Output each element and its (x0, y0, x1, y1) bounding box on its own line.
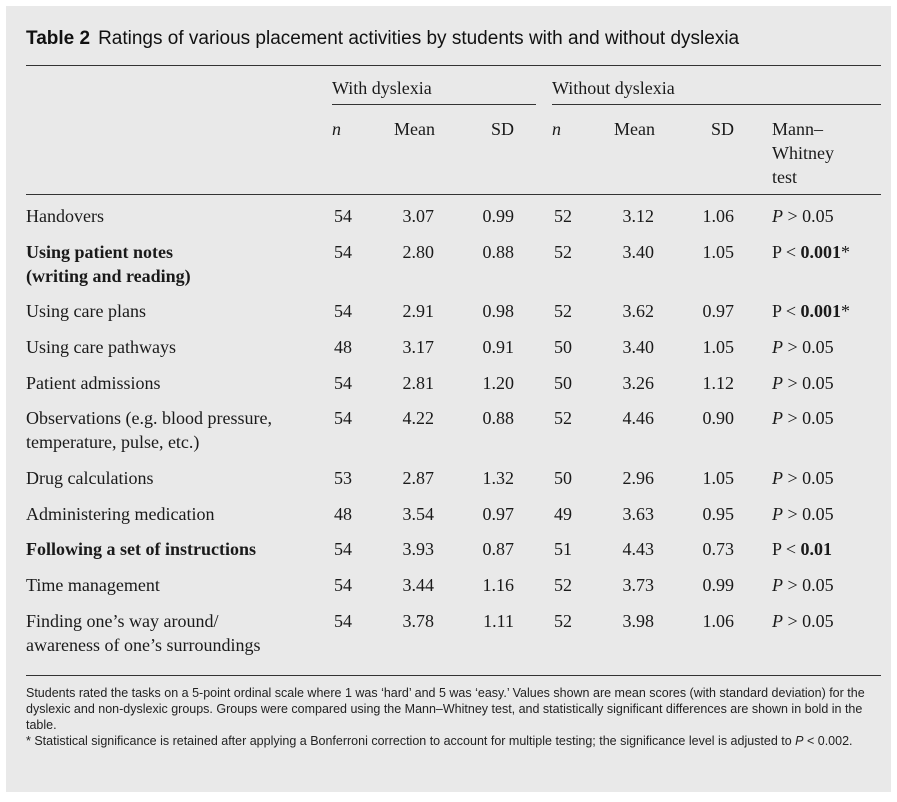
cell-n-without: 52 (554, 611, 572, 631)
row-label (26, 204, 104, 228)
row-label (26, 299, 146, 323)
cell-sd-with: 0.91 (482, 337, 514, 357)
p-symbol: P (772, 301, 782, 321)
cell-n-without: 50 (554, 468, 572, 488)
cell-sd-without: 0.97 (702, 301, 734, 321)
row-label-line: temperature, pulse, etc.) (26, 432, 200, 452)
table-panel (6, 6, 891, 792)
p-operator: > (783, 611, 803, 631)
footnote-p-threshold: < 0.002. (803, 734, 853, 748)
footnote-bonferroni-text: Statistical significance is retained after applying a Bonferroni correction to account for multiple testing; the significance level is adjusted to (30, 734, 796, 748)
row-label-line: Observations (e.g. blood pressure, (26, 408, 272, 428)
cell-mann-whitney (772, 204, 834, 228)
col-header-test-line1: Mann– (772, 119, 823, 139)
cell-sd-without: 1.12 (702, 373, 734, 393)
p-operator: > (783, 575, 803, 595)
cell-sd-without: 0.95 (702, 504, 734, 524)
header-rule (26, 194, 881, 195)
cell-mann-whitney (772, 371, 834, 395)
row-label (26, 502, 214, 526)
p-symbol: P (772, 539, 782, 559)
cell-sd-with: 0.88 (482, 408, 514, 428)
col-header-mean-with: Mean (394, 119, 435, 139)
p-value: 0.05 (802, 206, 834, 226)
row-label (26, 573, 160, 597)
p-operator: > (783, 337, 803, 357)
cell-mean-with: 2.81 (402, 373, 434, 393)
row-label (26, 609, 260, 657)
cell-n-without: 52 (554, 408, 572, 428)
cell-sd-without: 1.05 (702, 337, 734, 357)
cell-sd-without: 0.90 (702, 408, 734, 428)
cell-mean-with: 3.17 (402, 337, 434, 357)
p-value: 0.001 (800, 301, 841, 321)
p-operator: < (781, 242, 801, 262)
cell-sd-with: 0.97 (482, 504, 514, 524)
cell-mean-without: 4.43 (622, 539, 654, 559)
cell-mean-without: 3.40 (622, 242, 654, 262)
cell-sd-without: 0.99 (702, 575, 734, 595)
col-header-test-line3: test (772, 167, 797, 187)
p-operator: > (783, 468, 803, 488)
p-symbol: P (772, 575, 783, 595)
cell-mann-whitney (772, 406, 834, 430)
p-value: 0.05 (802, 408, 834, 428)
table-caption: Ratings of various placement activities by students with and without dyslexia (98, 28, 740, 49)
row-label-line: Administering medication (26, 504, 215, 524)
cell-mann-whitney (772, 335, 834, 359)
p-value: 0.05 (802, 504, 834, 524)
row-label-line: Handovers (26, 206, 104, 226)
p-symbol: P (772, 408, 783, 428)
cell-mean-without: 3.98 (622, 611, 654, 631)
cell-mean-without: 3.12 (622, 206, 654, 226)
p-symbol: P (772, 242, 782, 262)
cell-sd-without: 1.06 (702, 611, 734, 631)
cell-mean-with: 2.87 (402, 468, 434, 488)
cell-sd-with: 0.99 (482, 206, 514, 226)
footnote-scale: Students rated the tasks on a 5-point ordinal scale where 1 was ‘hard’ and 5 was ‘easy.’ Values shown are mean scores (with standard deviation) for the dyslexic and non-dyslexic groups. Groups were compared using the Mann–Whitney test, and statistically significant differences are shown in bold in the table. (26, 686, 865, 732)
cell-mean-without: 4.46 (622, 408, 654, 428)
cell-n-without: 52 (554, 206, 572, 226)
cell-n-without: 50 (554, 337, 572, 357)
cell-n-without: 52 (554, 301, 572, 321)
col-header-n-with: n (332, 119, 341, 139)
row-label-line: Drug calculations (26, 468, 154, 488)
p-value: 0.05 (802, 373, 834, 393)
cell-mann-whitney (772, 299, 850, 323)
cell-n-without: 51 (554, 539, 572, 559)
cell-mean-without: 3.62 (622, 301, 654, 321)
p-symbol: P (772, 504, 783, 524)
cell-mann-whitney (772, 240, 850, 264)
row-label (26, 240, 191, 288)
p-symbol: P (772, 206, 783, 226)
cell-n-with: 54 (334, 611, 352, 631)
p-operator: < (781, 301, 801, 321)
top-rule (26, 65, 881, 66)
cell-sd-without: 1.06 (702, 206, 734, 226)
cell-mean-without: 3.40 (622, 337, 654, 357)
cell-sd-with: 1.20 (482, 373, 514, 393)
cell-mean-without: 2.96 (622, 468, 654, 488)
cell-mean-with: 3.78 (402, 611, 434, 631)
cell-mann-whitney (772, 537, 832, 561)
footnote-p-symbol: P (795, 734, 804, 748)
cell-n-with: 54 (334, 373, 352, 393)
p-value: 0.05 (802, 337, 834, 357)
cell-n-with: 54 (334, 575, 352, 595)
cell-n-with: 54 (334, 408, 352, 428)
col-header-n-without: n (552, 119, 561, 139)
row-label-line: Patient admissions (26, 373, 161, 393)
cell-n-without: 49 (554, 504, 572, 524)
cell-mean-with: 3.93 (402, 539, 434, 559)
p-operator: > (783, 206, 803, 226)
cell-mean-without: 3.63 (622, 504, 654, 524)
row-label-line: Using patient notes (26, 242, 174, 262)
p-star: * (841, 301, 850, 321)
group-rule-with (332, 104, 536, 105)
cell-mean-with: 3.44 (402, 575, 434, 595)
p-symbol: P (772, 373, 783, 393)
p-value: 0.01 (800, 539, 832, 559)
cell-sd-with: 1.32 (482, 468, 514, 488)
p-operator: > (783, 408, 803, 428)
cell-n-with: 54 (334, 206, 352, 226)
cell-n-with: 54 (334, 539, 352, 559)
cell-mann-whitney (772, 573, 834, 597)
footnote-bonferroni (26, 733, 881, 749)
p-operator: > (783, 373, 803, 393)
cell-sd-without: 0.73 (702, 539, 734, 559)
cell-mean-with: 4.22 (402, 408, 434, 428)
row-label (26, 466, 153, 490)
p-star: * (841, 242, 850, 262)
p-operator: > (783, 504, 803, 524)
group-header-without-dyslexia: Without dyslexia (552, 78, 675, 98)
row-label-line: (writing and reading) (26, 266, 191, 286)
table-label: Table 2 (26, 28, 91, 49)
cell-n-without: 52 (554, 242, 572, 262)
row-label-line: Time management (26, 575, 160, 595)
table-footnotes (26, 685, 881, 749)
cell-n-with: 54 (334, 301, 352, 321)
p-value: 0.001 (800, 242, 841, 262)
cell-mean-without: 3.26 (622, 373, 654, 393)
cell-n-with: 48 (334, 504, 352, 524)
col-header-mean-without: Mean (614, 119, 655, 139)
footnote-star: * (26, 734, 31, 748)
cell-sd-with: 1.16 (482, 575, 514, 595)
cell-mean-with: 2.91 (402, 301, 434, 321)
cell-n-without: 52 (554, 575, 572, 595)
p-operator: < (781, 539, 801, 559)
cell-mean-with: 2.80 (402, 242, 434, 262)
cell-mean-with: 3.54 (402, 504, 434, 524)
col-header-sd-with: SD (490, 119, 514, 139)
p-symbol: P (772, 611, 783, 631)
cell-sd-without: 1.05 (702, 242, 734, 262)
cell-mann-whitney (772, 466, 834, 490)
row-label (26, 406, 272, 454)
row-label (26, 537, 256, 561)
cell-n-with: 48 (334, 337, 352, 357)
p-value: 0.05 (802, 611, 834, 631)
p-symbol: P (772, 468, 783, 488)
cell-mean-without: 3.73 (622, 575, 654, 595)
group-rule-without (552, 104, 881, 105)
row-label-line: Using care plans (26, 301, 146, 321)
col-header-sd-without: SD (710, 119, 734, 139)
bottom-rule (26, 675, 881, 676)
row-label-line: awareness of one’s surroundings (26, 635, 261, 655)
cell-mean-with: 3.07 (402, 206, 434, 226)
row-label-line: Finding one’s way around/ (26, 611, 219, 631)
row-label-line: Following a set of instructions (26, 539, 257, 559)
p-value: 0.05 (802, 468, 834, 488)
cell-sd-with: 0.88 (482, 242, 514, 262)
p-symbol: P (772, 337, 783, 357)
col-header-test-line2: Whitney (772, 143, 834, 163)
row-label (26, 335, 176, 359)
table-title (26, 28, 739, 50)
cell-sd-without: 1.05 (702, 468, 734, 488)
cell-mann-whitney (772, 502, 834, 526)
group-header-with-dyslexia: With dyslexia (332, 78, 432, 98)
row-label-line: Using care pathways (26, 337, 176, 357)
row-label (26, 371, 161, 395)
cell-mann-whitney (772, 609, 834, 633)
cell-n-with: 54 (334, 242, 352, 262)
cell-n-with: 53 (334, 468, 352, 488)
cell-sd-with: 1.11 (483, 611, 514, 631)
p-value: 0.05 (802, 575, 834, 595)
cell-sd-with: 0.98 (482, 301, 514, 321)
cell-sd-with: 0.87 (482, 539, 514, 559)
cell-n-without: 50 (554, 373, 572, 393)
